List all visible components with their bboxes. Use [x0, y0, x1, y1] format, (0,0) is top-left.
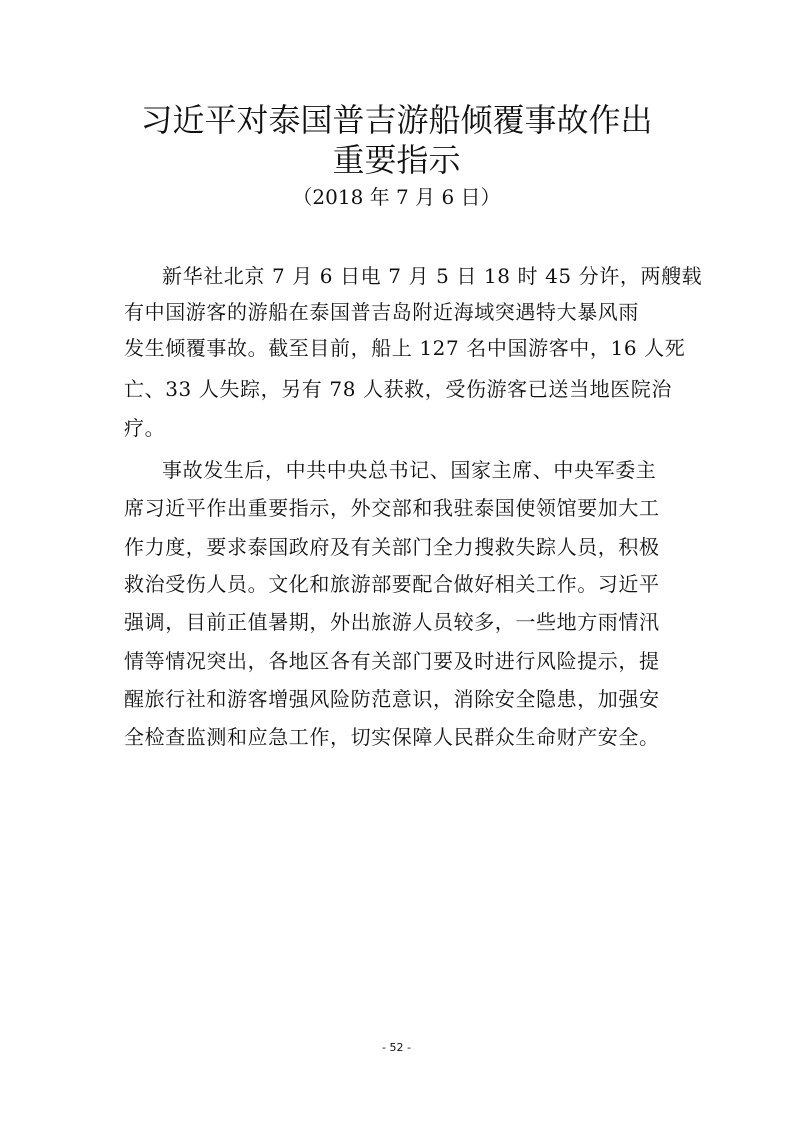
- page-number: - 52 -: [382, 1041, 411, 1054]
- paragraph-1-line-4: 亡、33 人失踪，另有 78 人获救，受伤游客已送当地医院治: [124, 377, 672, 401]
- paragraph-1-line-3: 发生倾覆事故。截至目前，船上 127 名中国游客中，16 人死: [124, 336, 686, 360]
- document-title-line-1: 习近平对泰国普吉游船倾覆事故作出: [140, 101, 653, 139]
- paragraph-2-line-3: 作力度，要求泰国政府及有关部门全力搜救失踪人员，积极: [124, 535, 660, 559]
- paragraph-2-line-2: 席习近平作出重要指示，外交部和我驻泰国使领馆要加大工: [124, 496, 660, 520]
- paragraph-2-line-7: 醒旅行社和游客增强风险防范意识，消除安全隐患，加强安: [124, 687, 660, 711]
- paragraph-1-line-5: 疗。: [124, 416, 166, 440]
- document-title-line-2: 重要指示: [332, 141, 461, 179]
- paragraph-2-line-6: 情等情况突出，各地区各有关部门要及时进行风险提示，提: [124, 649, 660, 673]
- paragraph-2-line-8: 全检查监测和应急工作，切实保障人民群众生命财产安全。: [124, 725, 660, 749]
- document-date: （2018 年 7 月 6 日）: [292, 185, 501, 209]
- paragraph-2-line-1: 事故发生后，中共中央总书记、国家主席、中央军委主: [162, 458, 657, 482]
- paragraph-1-line-1: 新华社北京 7 月 6 日电 7 月 5 日 18 时 45 分许，两艘载: [162, 264, 703, 288]
- paragraph-2-line-4: 救治受伤人员。文化和旅游部要配合做好相关工作。习近平: [124, 572, 660, 596]
- paragraph-1-line-2: 有中国游客的游船在泰国普吉岛附近海域突遇特大暴风雨: [124, 300, 639, 324]
- paragraph-2-line-5: 强调，目前正值暑期，外出旅游人员较多，一些地方雨情汛: [124, 610, 660, 634]
